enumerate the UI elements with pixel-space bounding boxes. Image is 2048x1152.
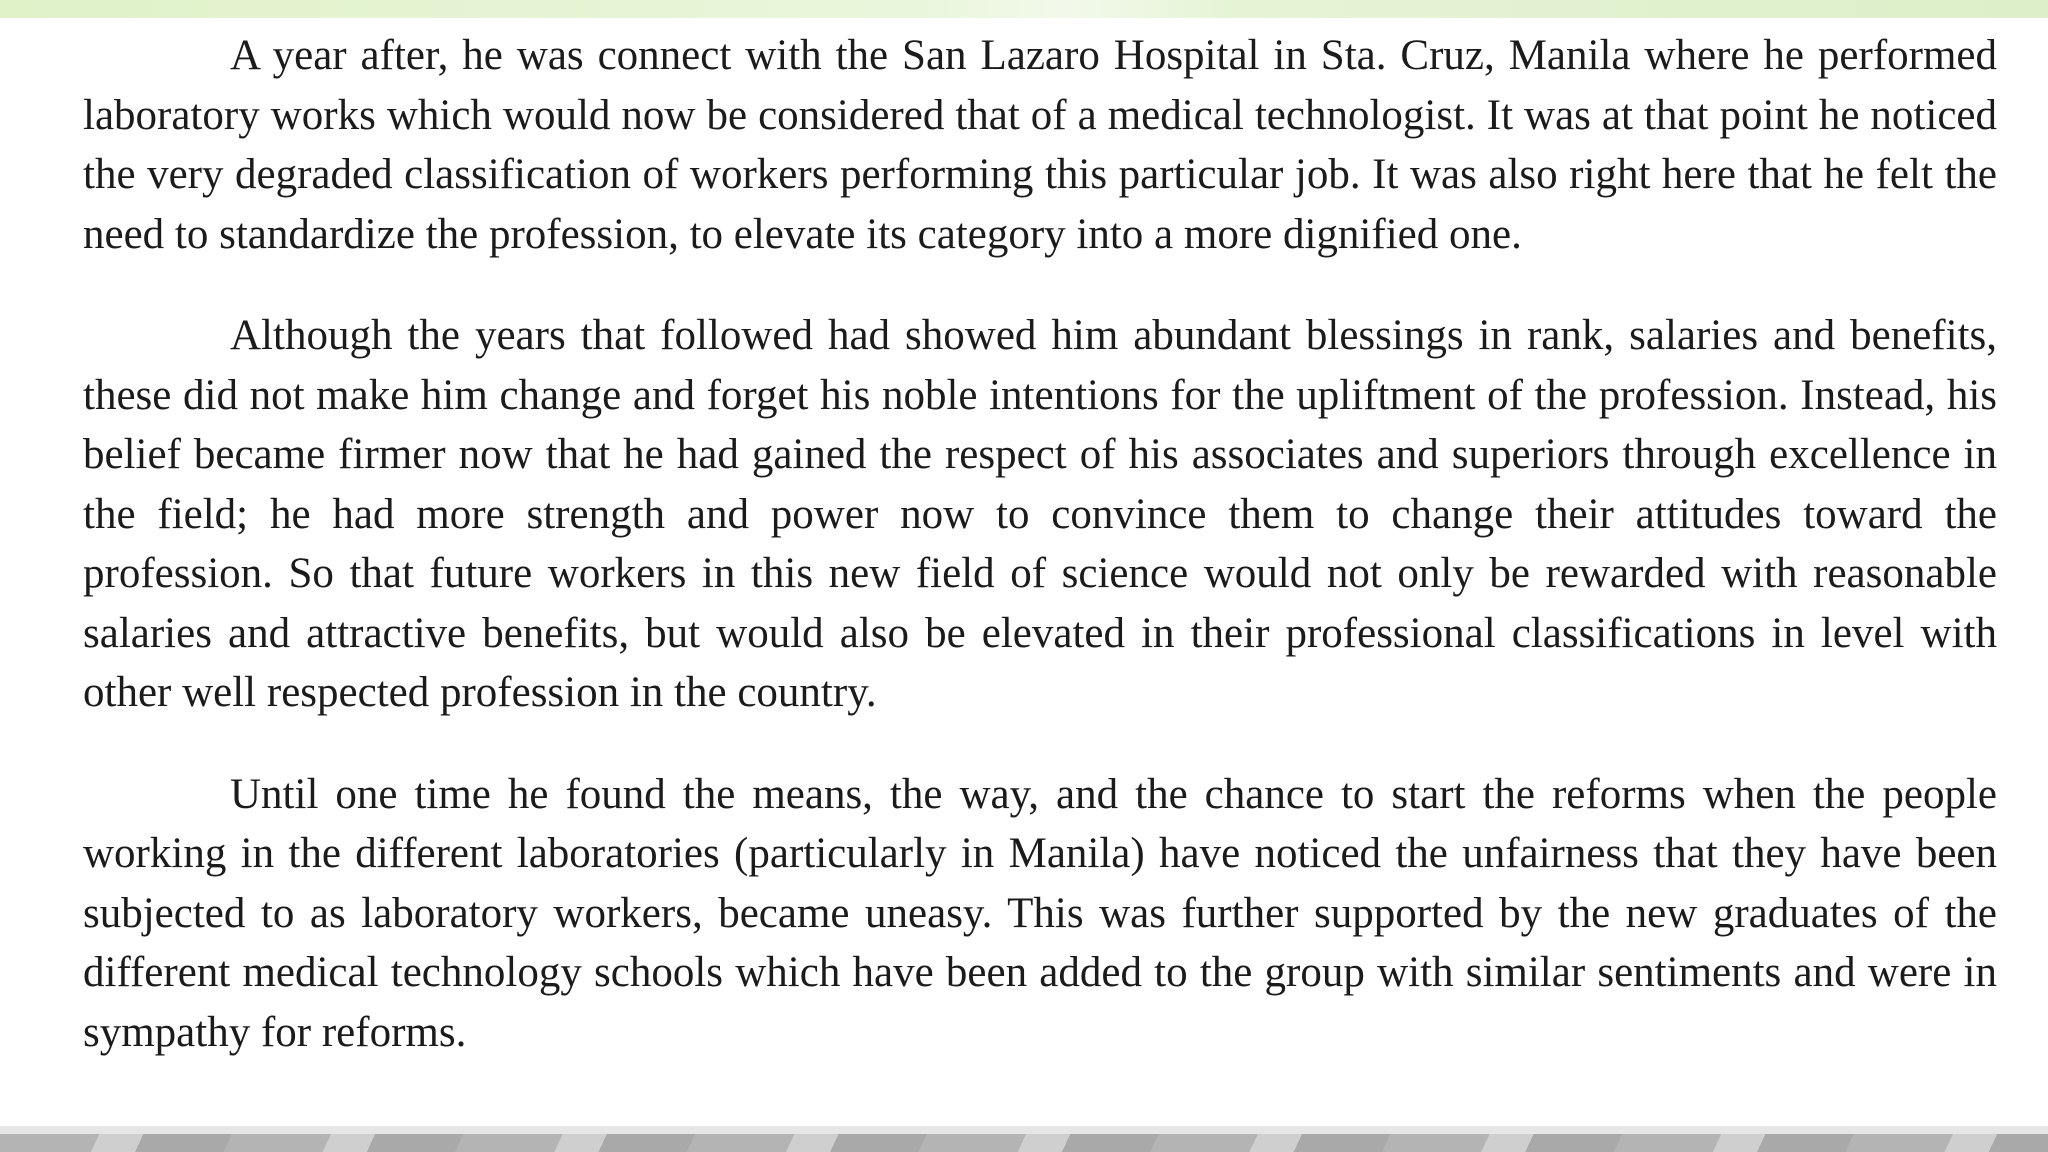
paragraph-3: Until one time he found the means, the way, and the chance to start the reforms when the people working in the different laboratories (particularly in Manila) have noticed the unfairness that they have been subjected to as laboratory workers, became uneasy. This was further supported by the new graduates of the different medical technology schools which have been added to the group with similar sentiments and were in sympathy for reforms.: [83, 770, 1997, 1056]
paragraph-2: Although the years that followed had showed him abundant blessings in rank, salaries and benefits, these did not make him change and forget his noble intentions for the upliftment of the profession. Instead, his belief became firmer now that he had gained the respect of his associates and superiors through excellence in the field; he had more strength and power now to convince them to change their attitudes toward the profession. So that future workers in this new field of science would not only be rewarded with reasonable salaries and attractive benefits, but would also be elevated in their professional classifications in level with other well respected profession in the country.: [83, 312, 1997, 716]
top-decorative-strip: [0, 0, 2048, 18]
paragraph-1: A year after, he was connect with the San Lazaro Hospital in Sta. Cruz, Manila where he performed laboratory works which would now be considered that of a medical technologist. It was at that point he noticed the very degraded classification of workers performing this particular job. It was also right here that he felt the need to standardize the profession, to elevate its category into a more dignified one.: [83, 32, 1997, 258]
document-body: [83, 26, 1997, 1062]
bottom-decorative-strip: [0, 1126, 2048, 1152]
